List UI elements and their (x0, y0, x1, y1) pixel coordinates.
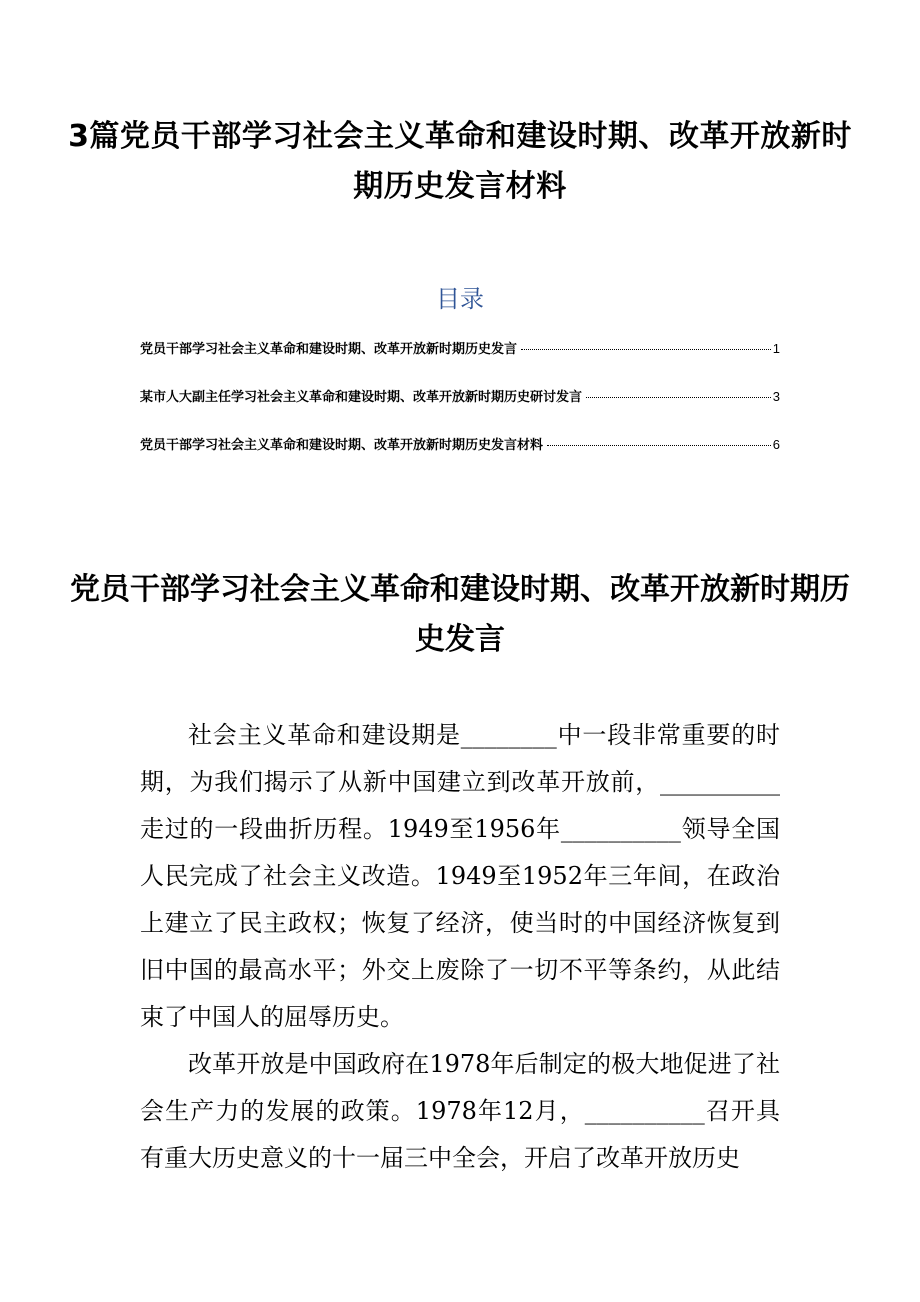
table-of-contents (140, 336, 780, 480)
toc-entry-text[interactable]: 某市人大副主任学习社会主义革命和建设时期、改革开放新时期历史研讨发言 (140, 390, 583, 405)
body-paragraph: 改革开放是中国政府在1978年后制定的极大地促进了社会生产力的发展的政策。1978年12月，__________召开具有重大历史意义的十一届三中全会，开启了改革开放历史 (140, 1050, 780, 1172)
toc-entry[interactable] (140, 384, 780, 410)
toc-leader-dots (521, 349, 771, 350)
section-title: 党员干部学习社会主义革命和建设时期、改革开放新时期历史发言 (70, 572, 850, 657)
toc-entry-text[interactable]: 党员干部学习社会主义革命和建设时期、改革开放新时期历史发言 (140, 342, 518, 357)
toc-page-number: 3 (772, 389, 780, 404)
toc-leader-dots (547, 445, 771, 446)
toc-page-number: 6 (772, 437, 780, 452)
toc-heading: 目录 (436, 285, 484, 313)
document-title: 3篇党员干部学习社会主义革命和建设时期、改革开放新时期历史发言材料 (68, 119, 852, 204)
section-body (140, 712, 780, 1182)
toc-entry[interactable] (140, 336, 780, 362)
toc-entry[interactable] (140, 432, 780, 458)
body-paragraph: 社会主义革命和建设期是________中一段非常重要的时期，为我们揭示了从新中国建立到改革开放前，__________走过的一段曲折历程。1949至1956年__________领导全国人民完成了社会主义改造。1949至1952年三年间，在政治上建立了民主政权；恢复了经济，使当时的中国经济恢复到旧中国的最高水平；外交上废除了一切不平等条约，从此结束了中国人的屈辱历史。 (140, 721, 780, 1031)
toc-entry-text[interactable]: 党员干部学习社会主义革命和建设时期、改革开放新时期历史发言材料 (140, 438, 544, 453)
toc-leader-dots (586, 397, 771, 398)
toc-page-number: 1 (772, 341, 780, 356)
